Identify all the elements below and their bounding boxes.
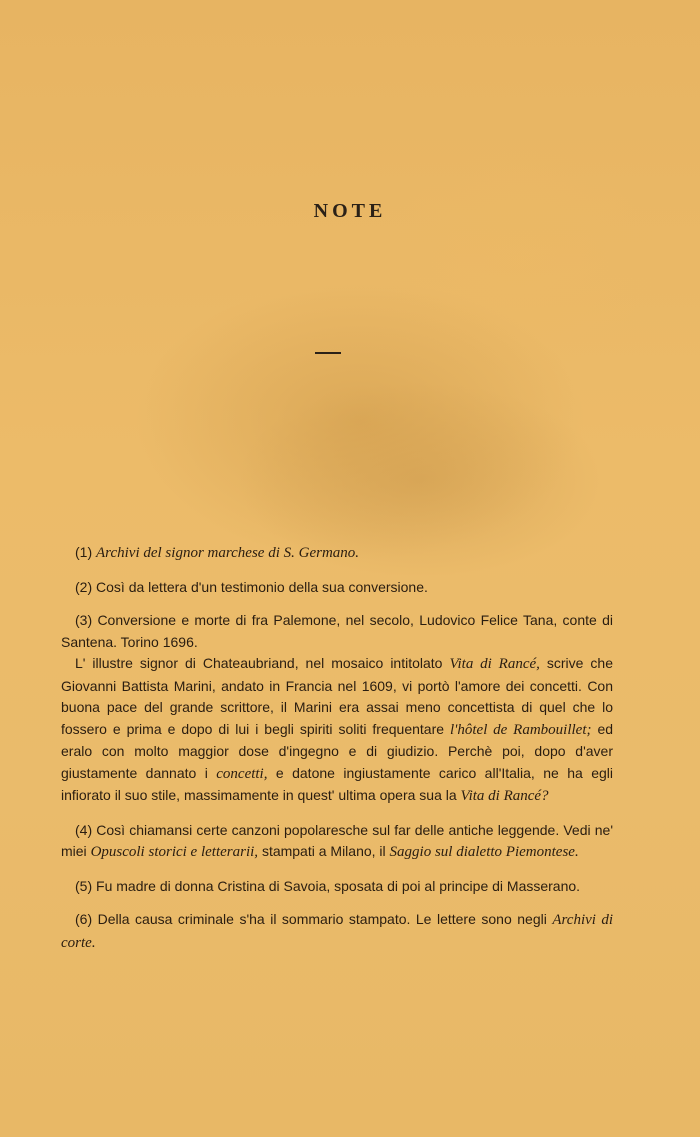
note-text-italic: l'hôtel de Rambouillet; bbox=[450, 721, 592, 738]
note-text-italic: Archivi di corte. bbox=[61, 912, 613, 951]
note-text: Fu madre di donna Cristina di Savoia, sposata di poi al principe di Masserano. bbox=[96, 877, 581, 894]
note-number: (1) bbox=[75, 544, 93, 560]
note-text-italic: Archivi del signor marchese di S. Germano. bbox=[96, 545, 360, 561]
note-text: Della causa criminale s'ha il sommario stampato. Le lettere sono negli bbox=[97, 911, 547, 927]
page-title: NOTE bbox=[313, 200, 387, 222]
note-text: Così da lettera d'un testimonio della sua conversione. bbox=[96, 578, 428, 595]
note-text: stampati a Milano, il bbox=[261, 843, 386, 859]
note-text-italic: Saggio sul dialetto Piemontese. bbox=[389, 844, 579, 860]
note-text: Conversione e morte di fra Palemone, nel secolo, Ludovico Felice Tana, conte di Santena. Torino 1696. bbox=[61, 612, 613, 650]
note-text: Così chiamansi certe canzoni popolaresche sul far delle antiche leggende. Vedi ne' miei bbox=[61, 821, 613, 859]
notes-section bbox=[61, 542, 613, 966]
note-3 bbox=[61, 610, 613, 808]
note-number: (5) bbox=[75, 877, 93, 894]
note-text: ed eralo con molto maggior dose d'ingegno e di giudizio. Perchè poi, dopo d'aver giustamente dannato i bbox=[61, 720, 614, 781]
note-number: (3) bbox=[75, 612, 93, 628]
note-text: scrive che Giovanni Battista Marini, andato in Francia nel 1609, vi portò l'amore dei concetti. Con buona pace del grande scrittore, il Marini era assai meno concettista di quel che lo fossero e prima e dopo di lui i begli spiriti soliti frequentare bbox=[61, 655, 613, 737]
note-2 bbox=[61, 577, 613, 599]
note-6 bbox=[61, 909, 613, 954]
note-1 bbox=[61, 542, 613, 565]
note-text-italic: Vita di Rancé? bbox=[460, 788, 549, 804]
note-3-commentary bbox=[61, 653, 613, 808]
note-text-italic: Opuscoli storici e letterarii, bbox=[90, 844, 259, 860]
note-number: (4) bbox=[75, 821, 93, 838]
note-text-italic: Vita di Rancé, bbox=[449, 656, 540, 672]
title-rule bbox=[315, 352, 341, 354]
note-number: (2) bbox=[75, 578, 93, 595]
note-text: L' illustre signor di Chateaubriand, nel mosaico intitolato bbox=[75, 655, 443, 671]
note-4 bbox=[61, 820, 613, 864]
note-number: (6) bbox=[75, 911, 93, 927]
note-5 bbox=[61, 876, 613, 898]
note-text: e datone ingiustamente carico all'Italia, ne ha egli infiorato il suo stile, massimamente in quest' ultima opera sua la bbox=[61, 764, 614, 803]
note-text-italic: concetti, bbox=[216, 765, 268, 782]
